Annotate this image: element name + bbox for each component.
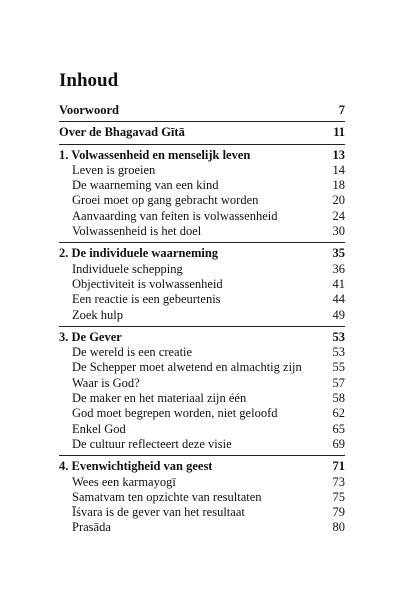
toc-entry-label: Over de Bhagavad Gītā — [59, 125, 185, 140]
toc-entry-label: Īśvara is de gever van het resultaat — [72, 505, 245, 520]
toc-entry[interactable] — [59, 345, 345, 360]
toc-entry-label: Wees een karmayogī — [72, 474, 176, 489]
toc-entry-label: Prasāda — [72, 520, 111, 535]
toc-chapter-label: 1. Volwassenheid en menselijk leven — [59, 147, 251, 162]
toc-entry[interactable] — [59, 406, 345, 421]
toc-entry-label: Objectiviteit is volwassenheid — [72, 276, 223, 291]
toc-entry-label: Waar is God? — [72, 375, 140, 390]
toc-chapter-2[interactable] — [59, 246, 345, 261]
toc-page-number: 58 — [332, 391, 345, 406]
toc-entry-voorwoord[interactable] — [59, 103, 345, 118]
toc-page-number: 57 — [332, 375, 345, 390]
toc-chapter-4[interactable] — [59, 459, 345, 474]
toc-entry[interactable] — [59, 437, 345, 452]
toc-entry-label: Groei moet op gang gebracht worden — [72, 193, 259, 208]
toc-entry[interactable] — [59, 391, 345, 406]
toc-page-number: 79 — [332, 505, 345, 520]
toc-page-number: 62 — [332, 406, 345, 421]
toc-page-number: 35 — [332, 246, 345, 261]
toc-page-number: 18 — [332, 178, 345, 193]
toc-page-number: 75 — [332, 489, 345, 504]
toc-entry[interactable] — [59, 376, 345, 391]
toc-page-number: 30 — [332, 224, 345, 239]
toc-entry-label: Samatvam ten opzichte van resultaten — [72, 489, 262, 504]
toc-chapter-1[interactable] — [59, 148, 345, 163]
toc-entry-label: Een reactie is een gebeurtenis — [72, 292, 221, 307]
toc-entry-label: De maker en het materiaal zijn één — [72, 391, 247, 406]
toc-entry[interactable] — [59, 224, 345, 239]
toc-entry-label: Individuele schepping — [72, 261, 183, 276]
divider — [59, 242, 345, 243]
toc-entry[interactable] — [59, 209, 345, 224]
toc-page-number: 11 — [333, 125, 345, 140]
toc-chapter-label: 3. De Gever — [59, 329, 122, 344]
toc-entry-label: Voorwoord — [59, 103, 119, 117]
toc-entry-label: God moet begrepen worden, niet geloofd — [72, 406, 278, 421]
divider — [59, 455, 345, 456]
divider — [59, 121, 345, 122]
toc-page-number: 44 — [332, 292, 345, 307]
toc-entry[interactable] — [59, 505, 345, 520]
toc-entry[interactable] — [59, 292, 345, 307]
toc-entry[interactable] — [59, 520, 345, 535]
toc-entry[interactable] — [59, 360, 345, 375]
toc-entry[interactable] — [59, 490, 345, 505]
table-of-contents — [59, 103, 345, 536]
toc-entry-label: De Schepper moet alwetend en almachtig zijn — [72, 360, 302, 375]
toc-page-number: 7 — [338, 103, 345, 117]
toc-page-number: 80 — [332, 520, 345, 535]
toc-entry-label: Enkel God — [72, 421, 126, 436]
toc-entry-over-de-bhagavad-gita[interactable] — [59, 125, 345, 140]
toc-entry[interactable] — [59, 308, 345, 323]
toc-page-number: 65 — [332, 421, 345, 436]
toc-page-number: 53 — [332, 329, 345, 344]
toc-entry-label: De cultuur reflecteert deze visie — [72, 436, 232, 451]
toc-entry[interactable] — [59, 475, 345, 490]
toc-entry-label: Aanvaarding van feiten is volwassenheid — [72, 208, 278, 223]
toc-page-number: 71 — [332, 459, 345, 474]
toc-page-number: 49 — [332, 307, 345, 322]
toc-chapter-label: 2. De individuele waarneming — [59, 246, 219, 261]
toc-page-number: 69 — [332, 436, 345, 451]
toc-entry[interactable] — [59, 262, 345, 277]
toc-entry-label: De waarneming van een kind — [72, 178, 219, 193]
toc-page-number: 20 — [332, 193, 345, 208]
toc-chapter-label: 4. Evenwichtigheid van geest — [59, 459, 213, 474]
toc-entry-label: De wereld is een creatie — [72, 345, 193, 360]
toc-page-number: 13 — [332, 147, 345, 162]
toc-page-number: 41 — [332, 276, 345, 291]
toc-page-number: 14 — [332, 162, 345, 177]
divider — [59, 144, 345, 145]
toc-page-number: 24 — [332, 208, 345, 223]
toc-page-number: 36 — [332, 261, 345, 276]
toc-entry-label: Leven is groeien — [72, 162, 156, 177]
toc-entry-label: Volwassenheid is het doel — [72, 224, 202, 239]
toc-entry[interactable] — [59, 422, 345, 437]
toc-page-number: 55 — [332, 360, 345, 375]
toc-chapter-3[interactable] — [59, 330, 345, 345]
toc-entry[interactable] — [59, 163, 345, 178]
toc-entry-label: Zoek hulp — [72, 307, 124, 322]
divider — [59, 326, 345, 327]
page-title: Inhoud — [59, 70, 119, 91]
toc-entry[interactable] — [59, 193, 345, 208]
toc-entry[interactable] — [59, 178, 345, 193]
toc-page-number: 53 — [332, 345, 345, 360]
toc-entry[interactable] — [59, 277, 345, 292]
toc-page-number: 73 — [332, 474, 345, 489]
